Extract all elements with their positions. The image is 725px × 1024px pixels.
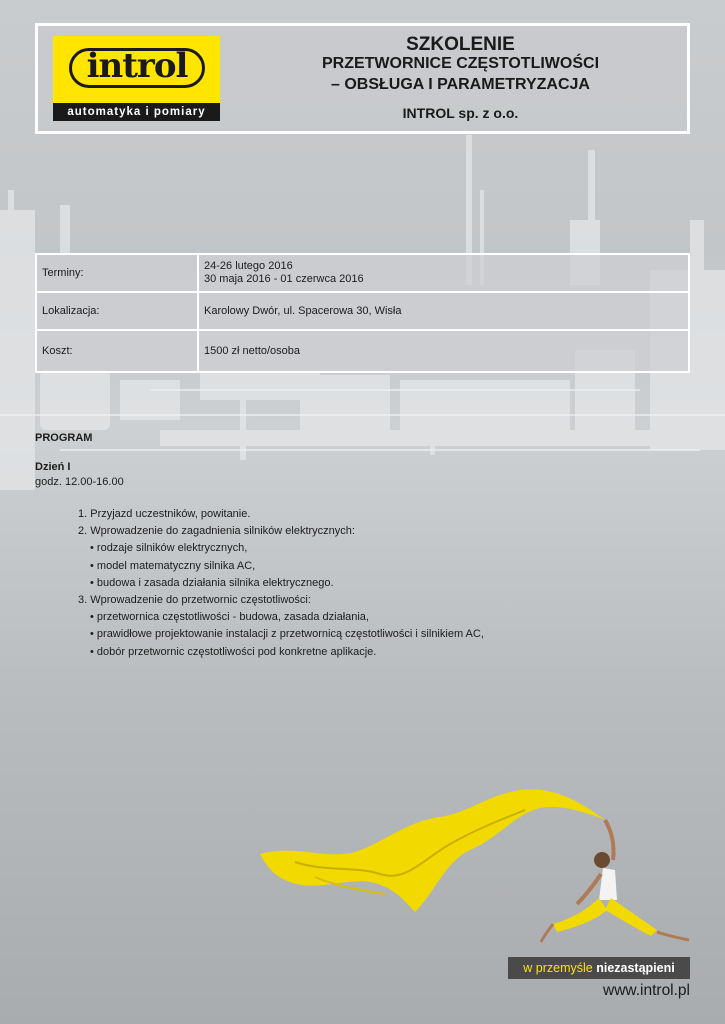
list-item: • przetwornica częstotliwości - budowa, zasada działania, xyxy=(90,611,369,624)
list-item: 1. Przyjazd uczestników, powitanie. xyxy=(78,508,251,520)
list-item: 3. Wprowadzenie do przetwornic częstotliwości: xyxy=(78,594,311,607)
list-item: • budowa i zasada działania silnika elektrycznego. xyxy=(90,576,334,589)
list-item: • dobór przetwornic częstotliwości pod konkretne aplikacje. xyxy=(90,645,377,658)
terms-label: Terminy: xyxy=(37,255,199,291)
logo-wordmark: introl xyxy=(69,48,205,88)
slogan-part1: w przemyśle xyxy=(523,961,597,975)
introl-logo xyxy=(53,36,220,121)
list-item: 2. Wprowadzenie do zagadnienia silników elektrycznych: xyxy=(78,525,355,538)
header-box xyxy=(35,23,690,134)
list-item: • rodzaje silników elektrycznych, xyxy=(90,542,248,555)
location-value xyxy=(199,293,688,329)
list-item: • model matematyczny silnika AC, xyxy=(90,559,256,572)
location-label: Lokalizacja: xyxy=(37,293,199,329)
course-title-line1: PRZETWORNICE CZĘSTOTLIWOŚCI xyxy=(321,55,600,72)
company-name: INTROL sp. z o.o. xyxy=(402,105,519,121)
slogan-part2: niezastąpieni xyxy=(596,961,675,975)
table-row xyxy=(37,331,688,371)
day-hours: godz. 12.00-16.00 xyxy=(35,476,124,488)
cost-value xyxy=(199,331,688,371)
term-date-1: 24-26 lutego 2016 xyxy=(204,260,293,272)
terms-value xyxy=(199,255,688,291)
slogan-badge xyxy=(508,957,690,979)
location-text: Karolowy Dwór, ul. Spacerowa 30, Wisła xyxy=(204,304,402,317)
day-heading: Dzień I xyxy=(35,461,71,473)
table-row xyxy=(37,293,688,331)
agenda-list xyxy=(78,506,484,661)
course-info-table xyxy=(35,253,690,373)
jumping-woman-illustration xyxy=(255,782,695,952)
logo-tagline: automatyka i pomiary xyxy=(53,103,220,121)
website-url[interactable]: www.introl.pl xyxy=(603,982,690,999)
program-heading: PROGRAM xyxy=(35,432,93,444)
cost-label: Koszt: xyxy=(37,331,199,371)
cost-text: 1500 zł netto/osoba xyxy=(204,344,301,357)
list-item: • prawidłowe projektowanie instalacji z przetwornicą częstotliwości i silnikiem AC, xyxy=(90,628,484,641)
course-title-line2: – OBSŁUGA I PARAMETRYZACJA xyxy=(331,76,590,93)
page-title: SZKOLENIE xyxy=(406,34,515,55)
table-row xyxy=(37,255,688,293)
term-date-2: 30 maja 2016 - 01 czerwca 2016 xyxy=(204,273,364,285)
